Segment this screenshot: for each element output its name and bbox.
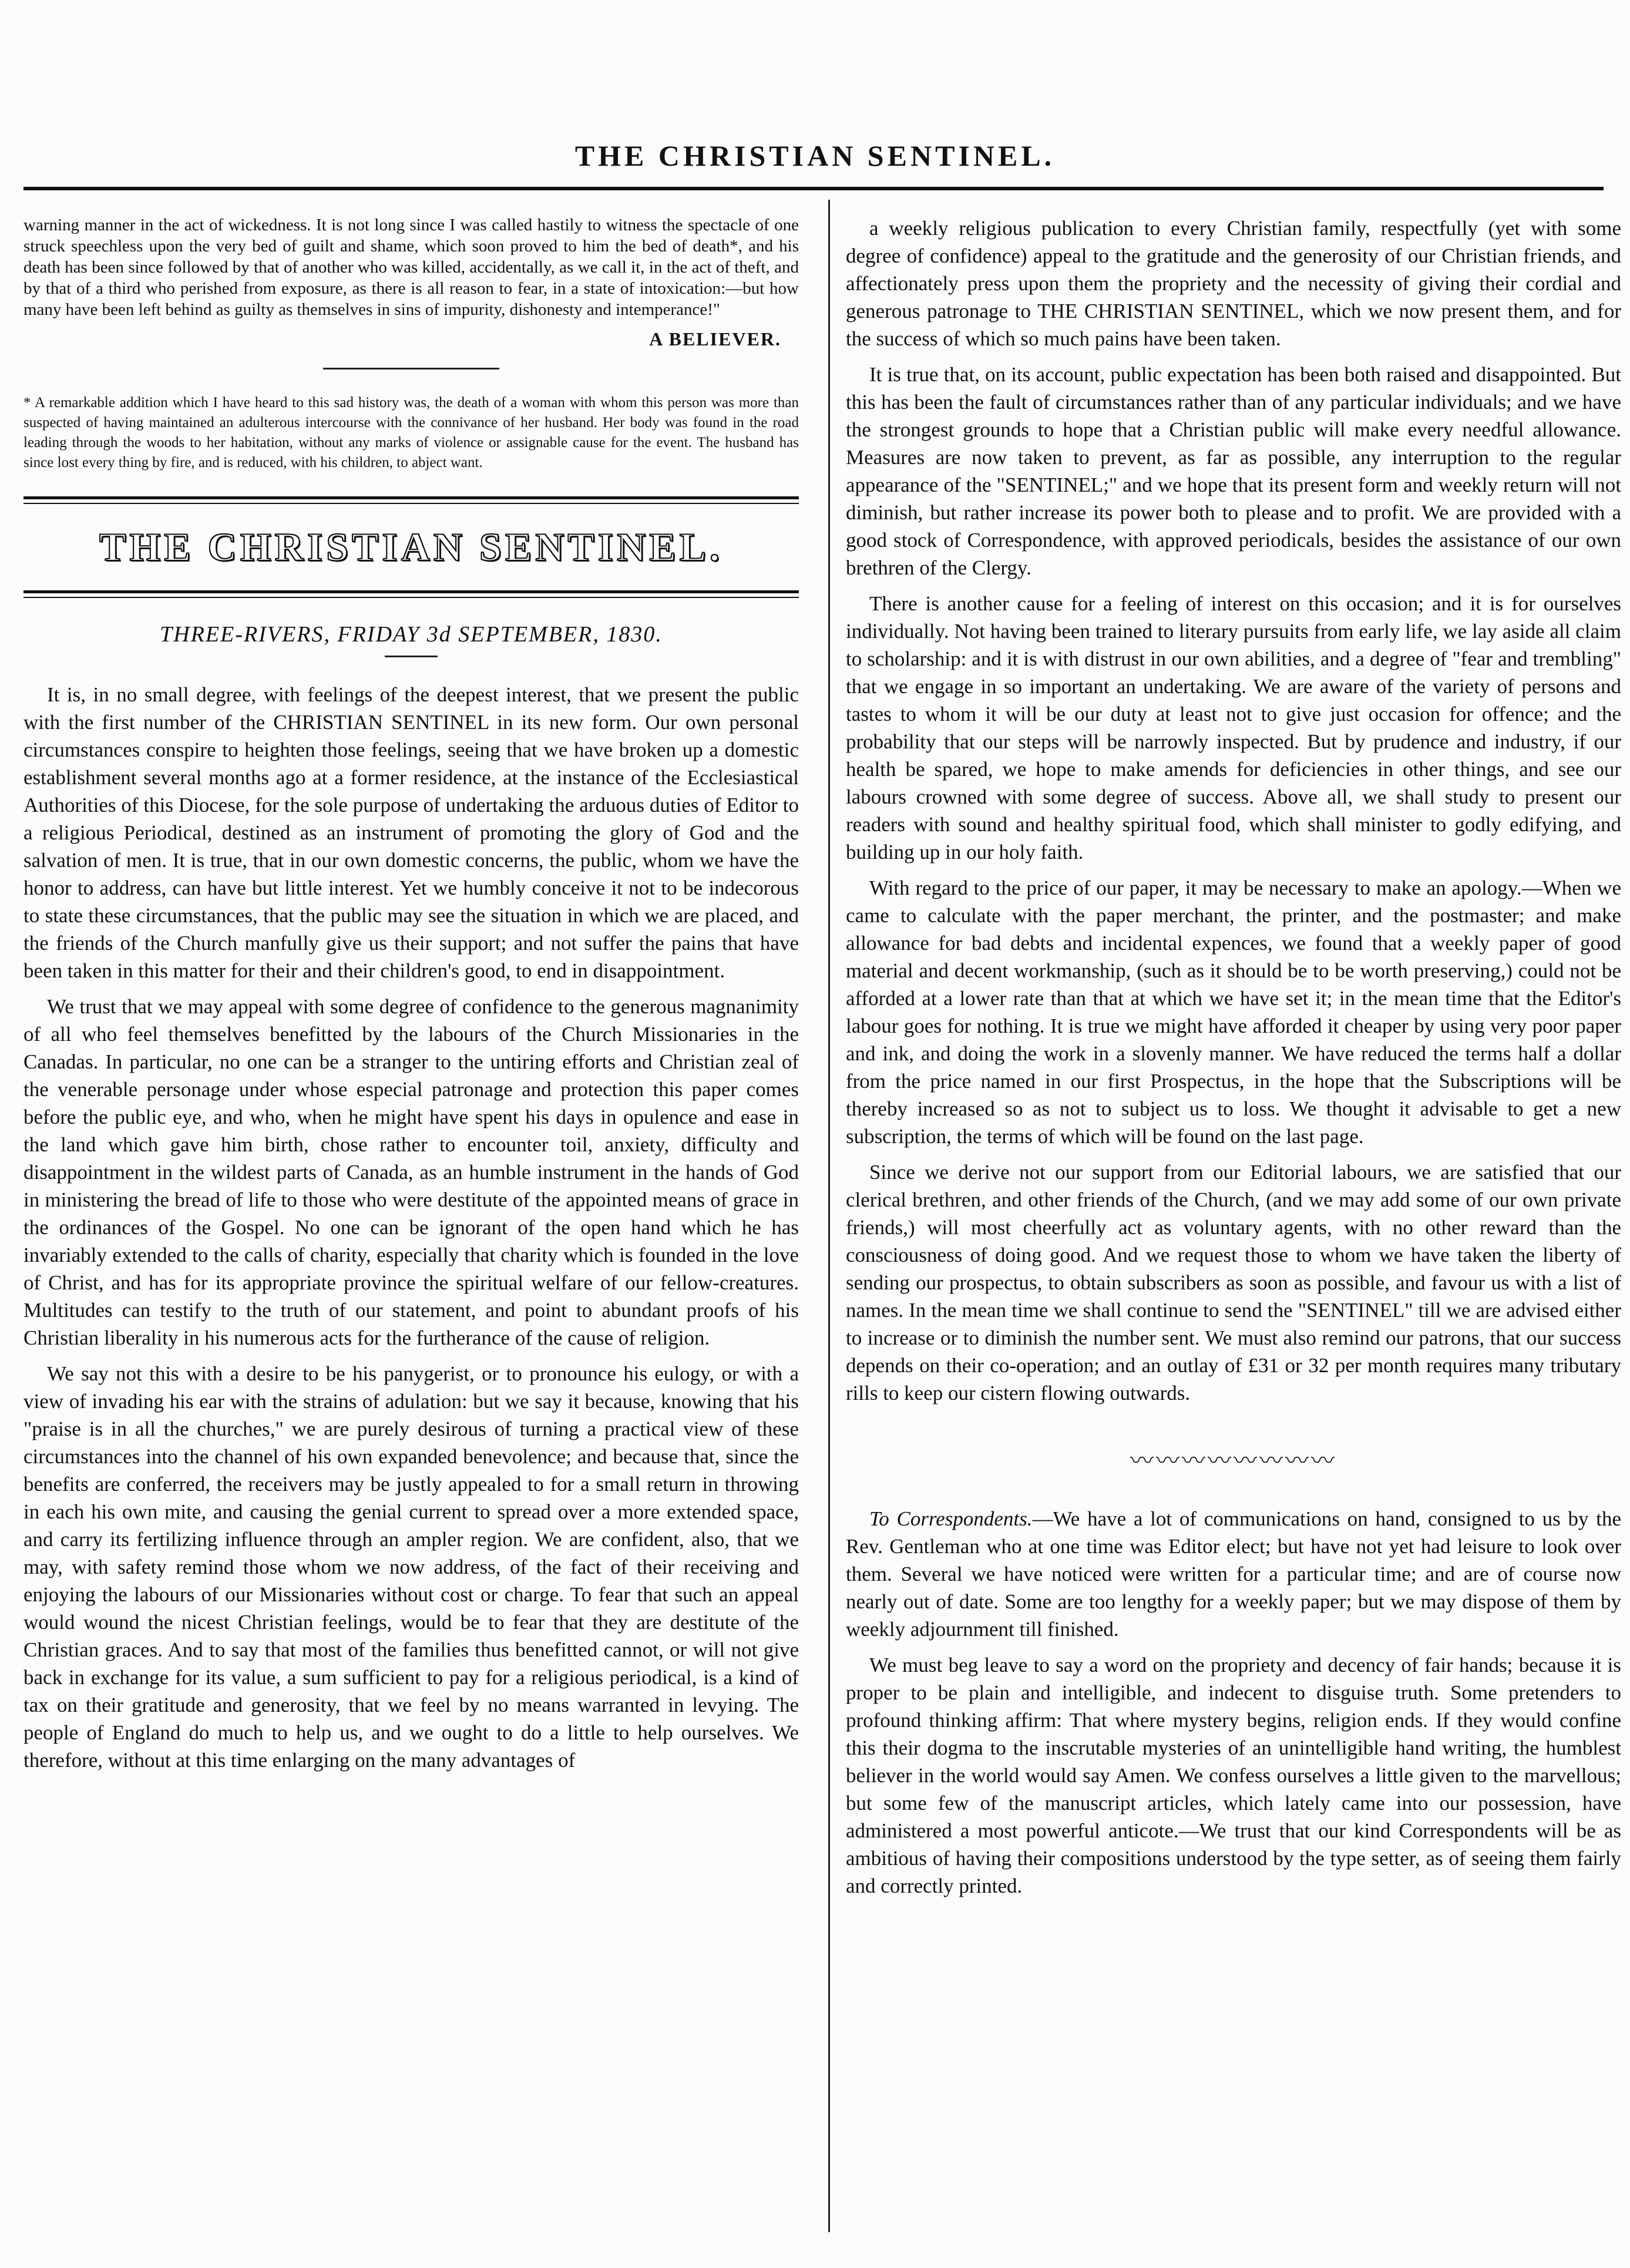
- masthead: THE CHRISTIAN SENTINEL.: [99, 525, 723, 569]
- editorial-paragraph: It is true that, on its account, public expectation has been both raised and disappointed. But this has been the fault of circumstances rather than of any particular individuals; and we have the strongest grounds to hope that a Christian public will make every needful allowance. Measures are now taken to prevent, as far as possible, any interruption to the regular appearance of the "SENTINEL;" and we hope that its present form and weekly return will not diminish, but rather increase its power both to please and to profit. We are provided with a good stock of Correspondence, with approved periodicals, besides the assistance of our own brethren of the Clergy.: [846, 363, 1621, 579]
- letter-signature: A BELIEVER.: [649, 328, 781, 350]
- header-rule: [23, 187, 1604, 190]
- masthead-rule-top: [23, 496, 799, 504]
- editorial-paragraph: We say not this with a desire to be his panygerist, or to pronounce his eulogy, or with a view of invading his ear with the strains of adulation: but we say it because, knowing that his "praise is in all the churches," we are purely desirous of turning a practical view of these circumstances into the channel of his own expanded benevolence; and because that, since the benefits are conferred, the receivers may be justly appealed to for a small return in throwing in each his own mite, and causing the genial current to spread over a more extended space, and carry its fertilizing influence through an ampler region. We are confident, also, that we may, with safety remind those whom we now address, of the fact of their receiving and enjoying the labours of our Missionaries without cost or charge. To fear that such an appeal would wound the nicest Christian feelings, would be to fear that they are destitute of the Christian graces. And to say that most of the families thus benefitted cannot, or will not give back in exchange for its value, a sum sufficient to pay for a religious periodical, is a kind of tax on their gratitude and generosity, that we feel by no means warranted in levying. The people of England do much to help us, and we ought to do a little to help ourselves. We therefore, without at this time enlarging on the many advantages of: [23, 1362, 799, 1772]
- correspondents-text: —We have a lot of communications on hand, consigned to us by the Rev. Gentleman who at one time was Editor elect; but have not yet had leisure to look over them. Several we have noticed were written for a particular time; and are of course now nearly out of date. Some are too lengthy for a weekly paper; but we may dispose of them by weekly adjournment till finished.: [846, 1507, 1621, 1641]
- section-rule: [323, 368, 499, 369]
- running-head: THE CHRISTIAN SENTINEL.: [574, 139, 1056, 172]
- letter-paragraph: warning manner in the act of wickedness. It is not long since I was called hastily to witness the spectacle of one struck speechless upon the very bed of guilt and shame, which soon proved to him the bed of death*, and his death has been since followed by that of another who was killed, accidentally, as we call it, in the act of theft, and by that of a third who perished from exposure, as there is all reason to fear, in a state of intoxication:—but how many have been left behind as guilty as themselves in sins of impurity, dishonesty and intemperance!": [23, 216, 799, 319]
- dateline-rule: [385, 656, 438, 657]
- right-column: [846, 214, 1621, 1908]
- masthead-rule-bottom: [23, 590, 799, 598]
- editorial-paragraph: With regard to the price of our paper, it may be necessary to make an apology.—When we came to calculate with the paper merchant, the printer, and the postmaster; and make allowance for bad debts and incidental expences, we found that a weekly paper of good material and decent workmanship, (such as it should be to be worth preserving,) could not be afforded at a lower rate than that at which we have set it; in the mean time that the Editor's labour goes for nothing. It is true we might have afforded it cheaper by using very poor paper and ink, and doing the work in a slovenly manner. We have reduced the terms half a dollar from the price named in our first Prospectus, in the hope that the Subscriptions will be thereby increased so as not to subject us to loss. We thought it advisable to get a new subscription, the terms of which will be found on the last page.: [846, 876, 1621, 1148]
- correspondents-paragraph: [846, 1505, 1621, 1643]
- editorial-continuation: [846, 214, 1621, 1407]
- left-column: [23, 214, 799, 1782]
- dateline: THREE-RIVERS, FRIDAY 3d SEPTEMBER, 1830.: [160, 622, 663, 647]
- letter-section: [23, 214, 799, 320]
- column-rule: [828, 200, 830, 2232]
- editorial-paragraph: We trust that we may appeal with some degree of confidence to the generous magnanimity of all who feel themselves benefitted by the labours of the Church Missionaries in the Canadas. In particular, no one can be a stranger to the untiring efforts and Christian zeal of the venerable personage under whose especial patronage and protection this paper comes before the public eye, and who, when he might have spent his days in opulence and ease in the land which gave him birth, chose rather to encounter toil, anxiety, difficulty and disappointment in the wildest parts of Canada, as an humble instrument in the hands of God in ministering the bread of life to those who were destitute of the appointed means of grace in the ordinances of the Gospel. No one can be ignorant of the open hand which he has invariably extended to the calls of charity, especially that charity which is founded in the love of Christ, and has for its appropriate province the spiritual welfare of our fellow-creatures. Multitudes can testify to the truth of our statement, and point to abundant proofs of his Christian liberality in his numerous acts for the furtherance of the cause of religion.: [23, 995, 799, 1349]
- footnote: * A remarkable addition which I have heard to this sad history was, the death of a woman with whom this person was more than suspected of having maintained an adulterous intercourse with the connivance of her husband. Her body was found in the road leading through the woods to her habitation, without any marks of violence or assignable cause for the event. The husband has since lost every thing by fire, and is reduced, with his children, to abject want.: [23, 395, 799, 471]
- editorial-paragraph: Since we derive not our support from our Editorial labours, we are satisfied that our clerical brethren, and other friends of the Church, (and we may add some of our own private friends,) will most cheerfully act as voluntary agents, with no other reward than the consciousness of doing good. And we request those to whom we have taken the liberty of sending our prospectus, to obtain subscribers as soon as possible, and favour us with a list of names. In the mean time we shall continue to send the "SENTINEL" till we are advised either to increase or to diminish the number sent. We must also remind our patrons, that our success depends on their co-operation; and an outlay of £31 or 32 per month requires many tributary rills to keep our cistern flowing outwards.: [846, 1161, 1621, 1405]
- editorial-body: [23, 681, 799, 1774]
- editorial-paragraph: There is another cause for a feeling of interest on this occasion; and it is for ourselves individually. Not having been trained to literary pursuits from early life, we lay aside all claim to scholarship: and it is with distrust in our own abilities, and a degree of "fear and trembling" that we engage in so important an undertaking. We are aware of the variety of persons and tastes to whom it will be our duty at least not to give just occasion for offence; and the probability that our steps will be narrowly inspected. But by prudence and industry, if our health be spared, we hope to make amends for deficiencies in other things, and see our labours crowned with some degree of success. Above all, we shall study to present our readers with sound and healthy spiritual food, which shall minister to godly edifying, and building up in our holy faith.: [846, 592, 1621, 863]
- correspondents-heading: To Correspondents.: [869, 1507, 1033, 1530]
- ornamental-divider: 〰〰〰〰〰〰〰〰: [1130, 1447, 1337, 1474]
- editorial-paragraph: It is, in no small degree, with feelings of the deepest interest, that we present the public with the first number of the CHRISTIAN SENTINEL in its new form. Our own personal circumstances conspire to heighten those feelings, seeing that we have broken up a domestic establishment several months ago at a former residence, at the instance of the Ecclesiastical Authorities of this Diocese, for the sole purpose of undertaking the arduous duties of Editor to a religious Periodical, destined as an instrument of promoting the glory of God and the salvation of men. It is true, that in our own domestic concerns, the public, whom we have the honor to address, can have but little interest. Yet we humbly conceive it not to be indecorous to state these circumstances, that the public may see the situation in which we are placed, and the friends of the Church manfully give us their support; and not suffer the pains that have been taken in this matter for their and their children's good, to end in disappointment.: [23, 683, 799, 982]
- editorial-paragraph: a weekly religious publication to every Christian family, respectfully (yet with some degree of confidence) appeal to the gratitude and the generosity of our Christian friends, and affectionately press upon them the propriety and the necessity of giving their cordial and generous patronage to THE CHRISTIAN SENTINEL, which we now present them, and for the success of which so much pains have been taken.: [846, 217, 1621, 350]
- correspondents-section: [846, 1505, 1621, 1900]
- correspondents-paragraph: We must beg leave to say a word on the propriety and decency of fair hands; because it is proper to be plain and intelligible, and indecent to disguise truth. Some pretenders to profound thinking affirm: That where mystery begins, religion ends. If they would confine this their dogma to the inscrutable mysteries of an unintelligible hand writing, the humblest believer in the world would say Amen. We confess ourselves a little given to the marvellous; but some few of the manuscript articles, which lately came into our possession, have administered a most powerful anticote.—We trust that our kind Correspondents will be as ambitious of having their compositions understood by the type setter, as of seeing them fairly and correctly printed.: [846, 1654, 1621, 1897]
